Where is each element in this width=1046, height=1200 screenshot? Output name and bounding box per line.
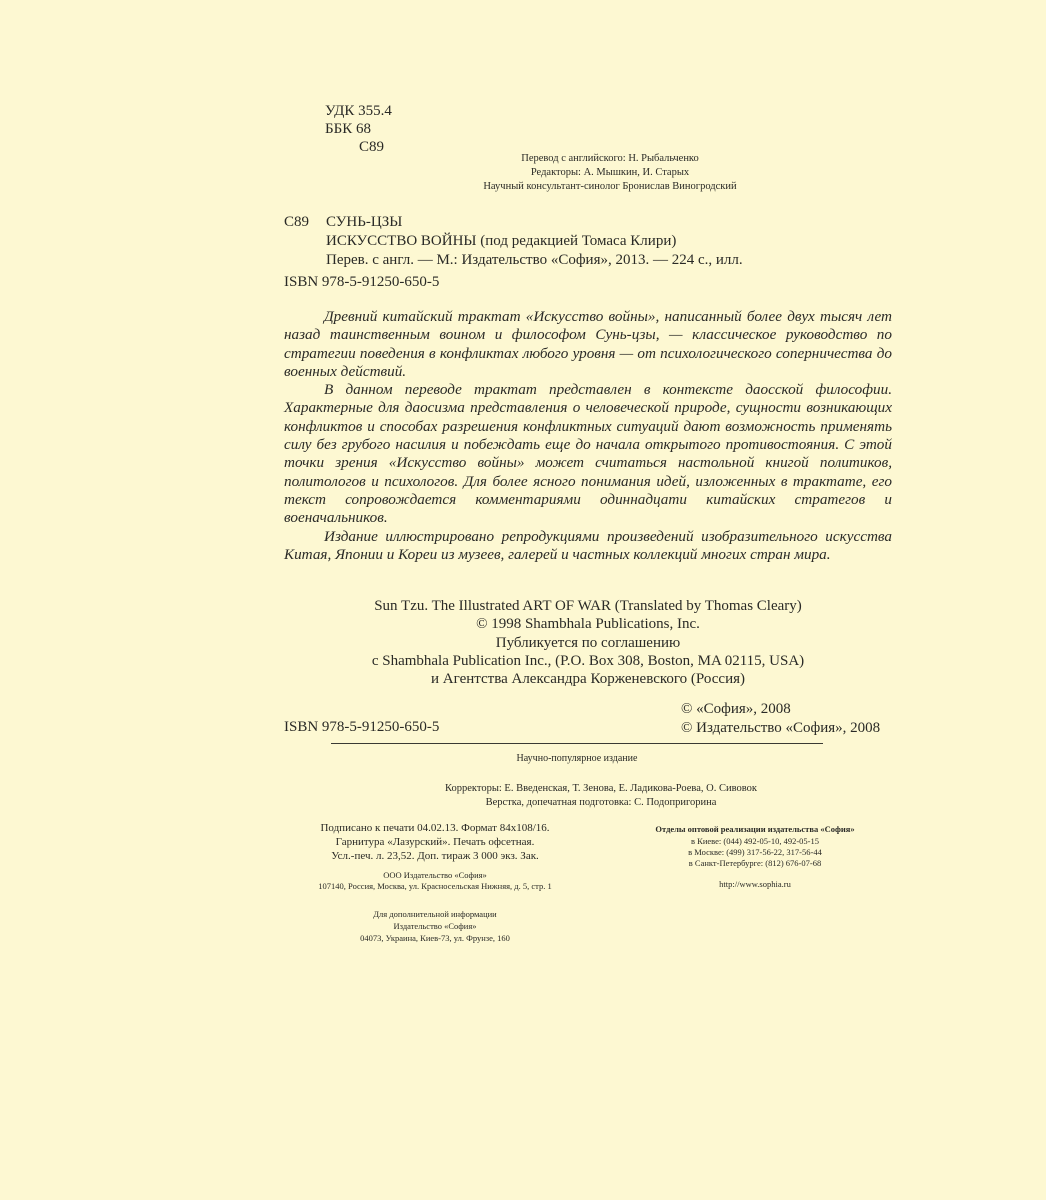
original-copyright-line: © 1998 Shambhala Publications, Inc. [476, 616, 700, 633]
office-name: ООО Издательство «София» [383, 870, 487, 880]
udk-code: УДК 355.4 [325, 103, 392, 119]
catalog-author: СУНЬ-ЦЗЫ [326, 214, 403, 230]
publisher-address-line: с Shambhala Publication Inc., (P.O. Box 308, Boston, MA 02115, USA) [371, 652, 805, 669]
additional-info [300, 908, 570, 944]
info-line: 04073, Украина, Киев-73, ул. Фрунзе, 160 [360, 933, 510, 943]
sales-moscow: в Москве: (499) 317-56-22, 317-56-44 [688, 847, 822, 857]
original-title-line: Sun Tzu. The Illustrated ART OF WAR (Translated by Thomas Cleary) [374, 598, 802, 614]
editors-line: Редакторы: А. Мышкин, И. Старых [530, 167, 690, 178]
sales-spb: в Санкт-Петербурге: (812) 676-07-68 [688, 858, 822, 868]
annotation-paragraph: Древний китайский трактат «Искусство войны», написанный более двух тысяч лет назад таинственным воином и философом Сунь-цзы, — классическое руководство по стратегии поведения в конфликтах любого уровня — от психологического соперничества до военных действий. [284, 308, 892, 380]
credits-block [420, 152, 800, 194]
info-line: Для дополнительной информации [373, 909, 497, 919]
rights-line: © Издательство «София», 2008 [681, 720, 881, 736]
office-address: 107140, Россия, Москва, ул. Красносельская Нижняя, д. 5, стр. 1 [318, 881, 552, 891]
original-edition-notice [284, 597, 892, 688]
edition-type: Научно-популярное издание [516, 753, 638, 764]
print-line: Усл.-печ. л. 23,52. Доп. тираж 3 000 экз. Зак. [331, 850, 539, 862]
catalog-code: С89 [284, 214, 310, 230]
print-line: Гарнитура «Лазурский». Печать офсетная. [335, 836, 535, 848]
annotation-paragraph: В данном переводе трактат представлен в контексте даосской философии. Характерные для даосизма представления о человеческой природе, сущности возникающих конфликтов и способах разрешения конфликтных ситуаций дают возможность применять силу без грубого насилия и побеждать еще до начала открытого противостояния. С этой точки зрения «Искусство войны» может считаться настольной книгой политиков, политологов и психологов. Для более ясного понимания идей, изложенных в трактате, его текст сопровождается комментариями одиннадцати китайских стратегов и военачальников. [284, 381, 892, 527]
translator-line: Перевод с английского: Н. Рыбальченко [521, 153, 699, 164]
divider-rule [331, 743, 823, 744]
publisher-office [300, 870, 570, 892]
print-line: Подписано к печати 04.02.13. Формат 84x108/16. [320, 822, 550, 834]
layout-line: Верстка, допечатная подготовка: С. Подопригорина [485, 797, 717, 808]
agency-line: и Агентства Александра Корженевского (Россия) [431, 671, 745, 688]
isbn-top: ISBN 978-5-91250-650-5 [284, 274, 440, 290]
author-sign: С89 [359, 139, 385, 155]
consultant-line: Научный консультант-синолог Бронислав Виногродский [483, 181, 737, 192]
classification-codes [325, 102, 392, 156]
isbn-bottom: ISBN 978-5-91250-650-5 [284, 719, 440, 735]
agreement-line: Публикуется по соглашению [495, 634, 681, 651]
catalog-title: ИСКУССТВО ВОЙНЫ (под редакцией Томаса Клири) [326, 233, 677, 249]
staff-block [380, 782, 822, 810]
rights-line: © «София», 2008 [681, 701, 791, 717]
catalog-imprint: Перев. с англ. — М.: Издательство «София», 2013. — 224 с., илл. [326, 252, 743, 268]
rights-block [681, 700, 880, 738]
proofreaders-line: Корректоры: Е. Введенская, Т. Зенова, Е. Ладикова-Роева, О. Сивовок [445, 783, 757, 794]
annotation [284, 308, 892, 564]
sales-heading: Отделы оптовой реализации издательства «София» [655, 824, 855, 834]
print-details [300, 821, 570, 863]
bbk-code: ББК 68 [325, 121, 371, 137]
website-link[interactable]: http://www.sophia.ru [719, 879, 791, 889]
wholesale-departments [612, 824, 898, 890]
annotation-paragraph: Издание иллюстрировано репродукциями произведений изобразительного искусства Китая, Японии и Кореи из музеев, галерей и частных коллекций многих стран мира. [284, 527, 892, 563]
info-line: Издательство «София» [393, 921, 477, 931]
sales-kiev: в Киеве: (044) 492-05-10, 492-05-15 [691, 836, 819, 846]
